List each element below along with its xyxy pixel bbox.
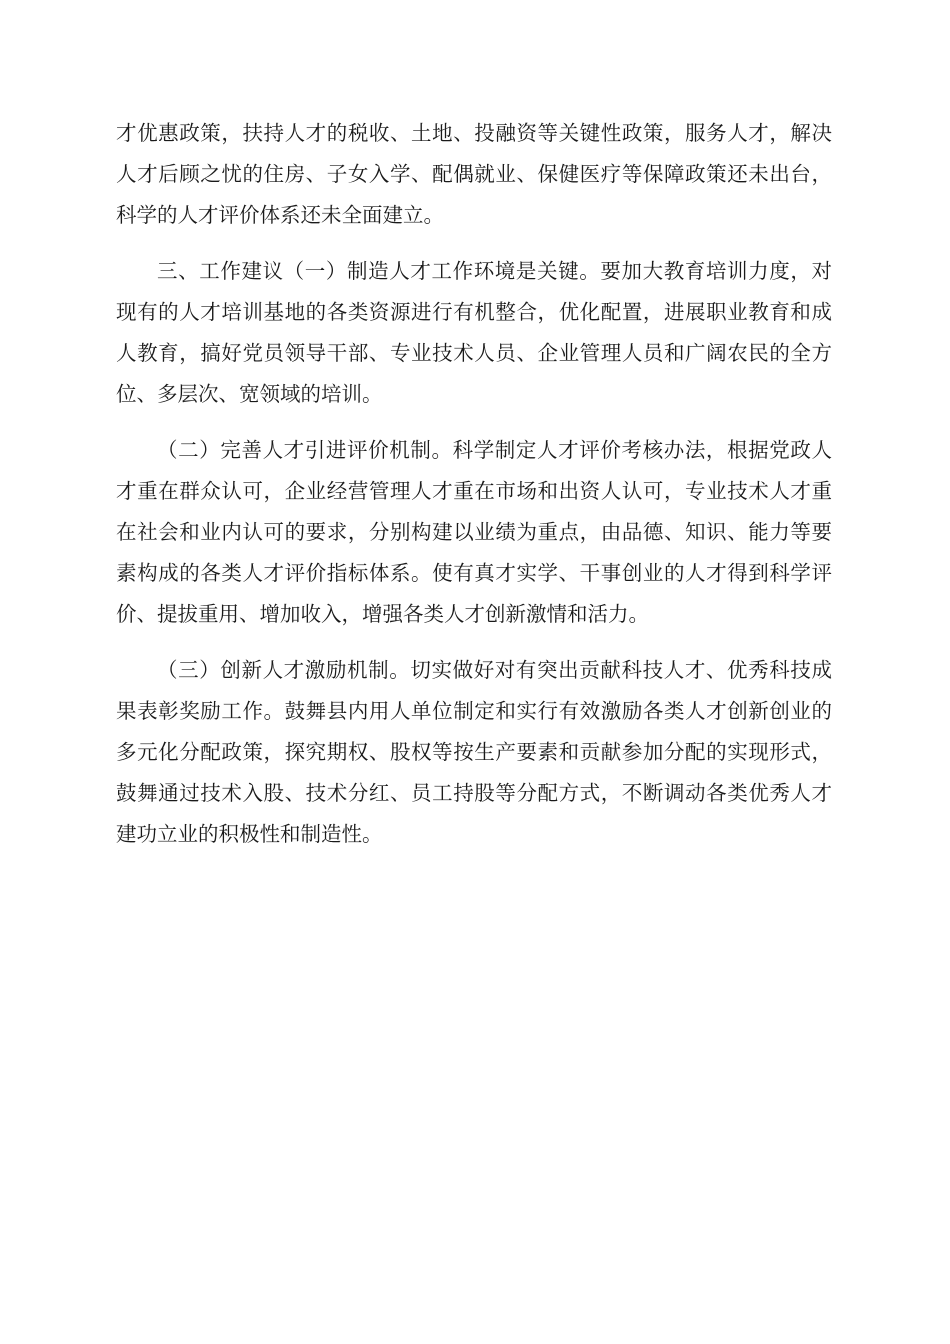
paragraph-work-suggestions: 三、工作建议（一）制造人才工作环境是关键。要加大教育培训力度，对现有的人才培训基地的各类资源进行有机整合，优化配置，进展职业教育和成人教育，搞好党员领导干部、专业技术人员、企业管理人员和广阔农民的全方位、多层次、宽领域的培训。: [116, 259, 832, 406]
paragraph-talent-evaluation: （二）完善人才引进评价机制。科学制定人才评价考核办法，根据党政人才重在群众认可，企业经营管理人才重在市场和出资人认可，专业技术人才重在社会和业内认可的要求，分别构建以业绩为重点，由品德、知识、能力等要素构成的各类人才评价指标体系。使有真才实学、干事创业的人才得到科学评价、提拔重用、增加收入，增强各类人才创新激情和活力。: [116, 438, 832, 626]
document-body: [116, 113, 832, 855]
paragraph-continued-policies: 才优惠政策，扶持人才的税收、土地、投融资等关键性政策，服务人才，解决人才后顾之忧的住房、子女入学、配偶就业、保健医疗等保障政策还未出台，科学的人才评价体系还未全面建立。: [116, 121, 832, 227]
paragraph-talent-incentive: （三）创新人才激励机制。切实做好对有突出贡献科技人才、优秀科技成果表彰奖励工作。鼓舞县内用人单位制定和实行有效激励各类人才创新创业的多元化分配政策，探究期权、股权等按生产要素和贡献参加分配的实现形式，鼓舞通过技术入股、技术分红、员工持股等分配方式，不断调动各类优秀人才建功立业的积极性和制造性。: [116, 658, 832, 846]
